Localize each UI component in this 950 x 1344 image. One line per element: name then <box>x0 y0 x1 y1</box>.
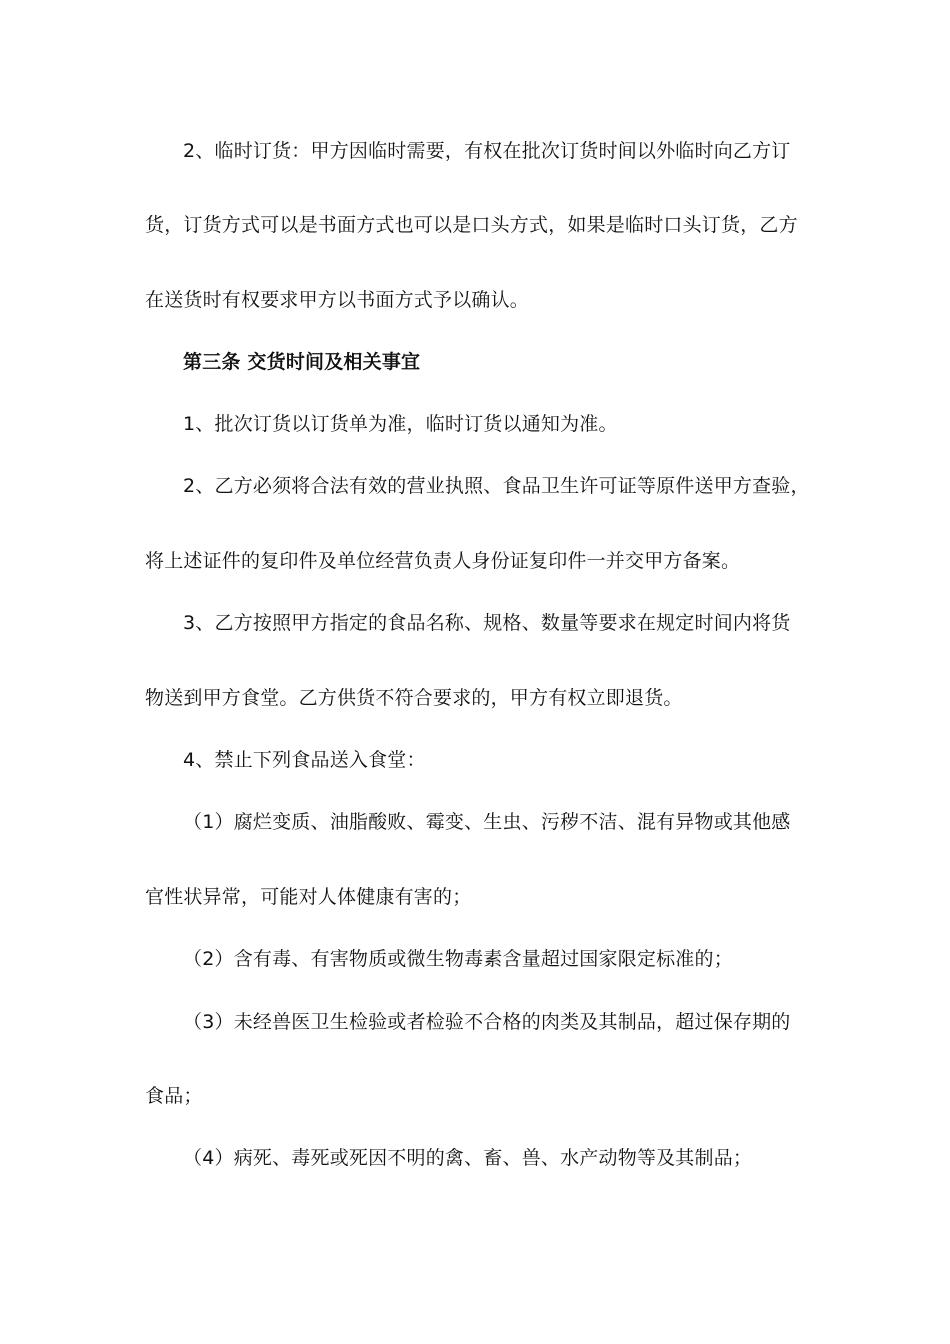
paragraph-line: 2、乙方必须将合法有效的营业执照、食品卫生许可证等原件送甲方查验， <box>183 475 810 497</box>
paragraph-line: 货，订货方式可以是书面方式也可以是口头方式，如果是临时口头订货，乙方 <box>145 214 798 236</box>
paragraph-line: 3、乙方按照甲方指定的食品名称、规格、数量等要求在规定时间内将货 <box>183 612 791 634</box>
paragraph-line: 物送到甲方食堂。乙方供货不符合要求的，甲方有权立即退货。 <box>145 687 683 709</box>
section-heading: 第三条 交货时间及相关事宜 <box>183 351 421 373</box>
list-item-line: （3）未经兽医卫生检验或者检验不合格的肉类及其制品，超过保存期的 <box>183 1011 791 1033</box>
list-item-line: （1）腐烂变质、油脂酸败、霉变、生虫、污秽不洁、混有异物或其他感 <box>183 811 791 833</box>
paragraph-line: 1、批次订货以订货单为准，临时订货以通知为准。 <box>183 413 618 435</box>
paragraph-line: 在送货时有权要求甲方以书面方式予以确认。 <box>145 289 530 311</box>
list-item-line: 食品； <box>145 1085 203 1107</box>
paragraph-line: 将上述证件的复印件及单位经营负责人身份证复印件一并交甲方备案。 <box>145 550 741 572</box>
list-item-line: （2）含有毒、有害物质或微生物毒素含量超过国家限定标准的； <box>183 948 733 970</box>
list-item-line: （4）病死、毒死或死因不明的禽、畜、兽、水产动物等及其制品； <box>183 1147 753 1169</box>
paragraph-line: 2、临时订货：甲方因临时需要，有权在批次订货时间以外临时向乙方订 <box>183 140 791 162</box>
list-item-line: 官性状异常，可能对人体健康有害的； <box>145 886 472 908</box>
paragraph-line: 4、禁止下列食品送入食堂： <box>183 749 426 771</box>
